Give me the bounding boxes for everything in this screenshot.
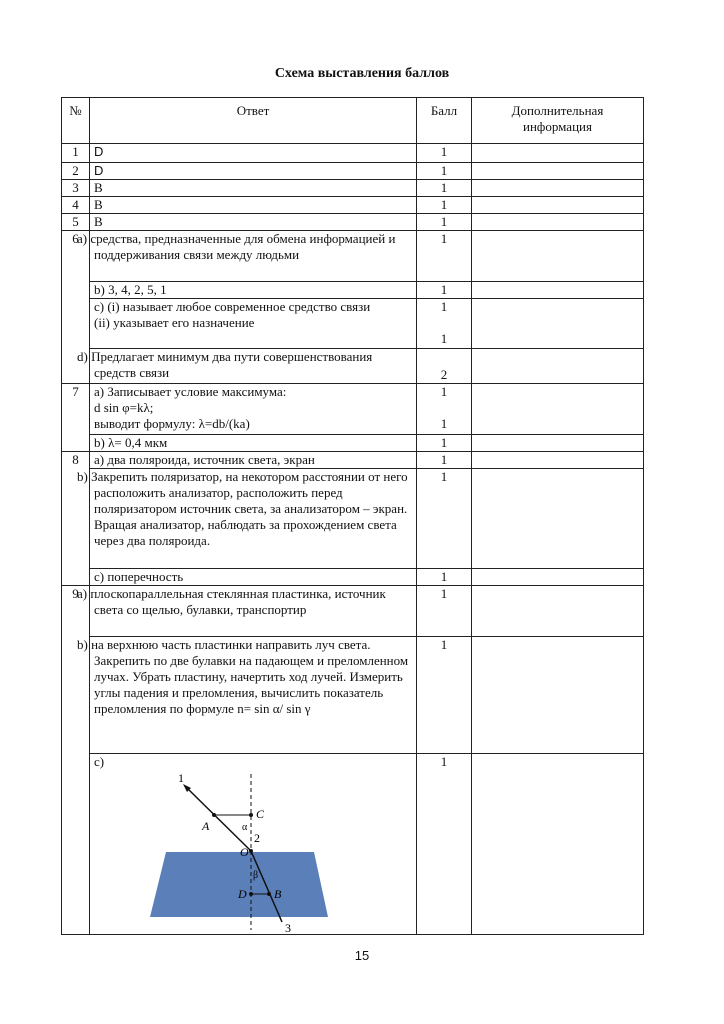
question-number: 4: [62, 197, 90, 214]
header-info: Дополнительная информация: [472, 98, 644, 144]
label-a: A: [202, 819, 210, 833]
info-cell: [472, 144, 644, 163]
answer-cell: а) средства, предназначенные для обмена информацией и поддерживания связи между людьми: [90, 231, 417, 282]
points-cell: 1: [417, 144, 472, 163]
answer-cell: B: [90, 197, 417, 214]
header-answer: Ответ: [90, 98, 417, 144]
points-cell: 1: [417, 180, 472, 197]
table-row: [62, 586, 644, 637]
glass-plate: [150, 852, 328, 917]
label-b: B: [274, 887, 282, 901]
question-number: 2: [62, 163, 90, 180]
header-points: Балл: [417, 98, 472, 144]
info-cell: [472, 637, 644, 754]
table-row: [62, 299, 644, 349]
points-cell: 1: [417, 282, 472, 299]
table-row: [62, 163, 644, 180]
header-number: №: [62, 98, 90, 144]
angle-beta: β: [253, 870, 259, 881]
label-ray-out: 3: [285, 921, 291, 932]
info-cell: [472, 384, 644, 435]
question-number: 3: [62, 180, 90, 197]
label-ray-in: 1: [178, 772, 184, 785]
points-cell: [417, 299, 472, 349]
points-cell: 1: [417, 452, 472, 469]
table-row: [62, 452, 644, 469]
points-cell: 1: [417, 469, 472, 569]
table-row: [62, 469, 644, 569]
table-row: [62, 214, 644, 231]
points-cell: [417, 384, 472, 435]
info-cell: [472, 586, 644, 637]
points-cell: 1: [417, 435, 472, 452]
scoring-table: [61, 97, 644, 935]
answer-cell: [90, 754, 417, 935]
info-cell: [472, 569, 644, 586]
table-row: [62, 754, 644, 935]
answer-cell: [90, 299, 417, 349]
answer-cell: B: [90, 214, 417, 231]
question-number: 8: [62, 452, 90, 586]
label-d: D: [238, 887, 247, 901]
points-cell: 1: [417, 754, 472, 935]
table-row: [62, 180, 644, 197]
info-cell: [472, 299, 644, 349]
table-row: [62, 197, 644, 214]
label-c: C: [256, 807, 265, 821]
table-row: [62, 637, 644, 754]
point-c: [249, 813, 253, 817]
points-cell: 1: [417, 197, 472, 214]
answer-line: выводит формулу: λ=db/(ka): [94, 416, 250, 431]
answer-cell: b) на верхнюю часть пластинки направить луч света. Закрепить по две булавки на падающем и преломленном лучах. Убрать пластину, начертить ход лучей. Измерить углы падения и преломления, вычислить показатель преломления по формуле n= sin α/ sin γ: [90, 637, 417, 754]
point-a: [212, 813, 216, 817]
answer-line: d sin φ=kλ;: [94, 400, 154, 415]
answer-label: c): [94, 754, 105, 769]
answer-cell: b) Закрепить поляризатор, на некотором расстоянии от него расположить анализатор, расположить перед поляризатором источник света, за анализатором – экран. Вращая анализатор, наблюдать за прохождением света через два поляроида.: [90, 469, 417, 569]
point-o: [249, 849, 253, 853]
points-cell: 2: [417, 349, 472, 384]
page-number: 15: [354, 948, 370, 963]
question-number: 6: [62, 231, 90, 384]
table-header-row: [62, 98, 644, 144]
refraction-diagram: [142, 772, 342, 932]
info-cell: [472, 163, 644, 180]
info-cell: [472, 197, 644, 214]
points-cell: 1: [417, 214, 472, 231]
answer-line: c) (i) называет любое современное средство связи: [94, 299, 371, 314]
table-row: [62, 384, 644, 435]
answer-cell: B: [90, 180, 417, 197]
page-title: Схема выставления баллов: [274, 66, 450, 81]
info-cell: [472, 469, 644, 569]
question-number: 9: [62, 586, 90, 935]
question-number: 7: [62, 384, 90, 452]
answer-cell: d) Предлагает минимум два пути совершенствования средств связи: [90, 349, 417, 384]
info-cell: [472, 282, 644, 299]
points-value: 1: [440, 384, 448, 399]
point-d: [249, 892, 253, 896]
points-value: 1: [440, 299, 448, 314]
question-number: 5: [62, 214, 90, 231]
answer-cell: b) 3, 4, 2, 5, 1: [90, 282, 417, 299]
table-row: [62, 569, 644, 586]
info-cell: [472, 214, 644, 231]
points-cell: 1: [417, 163, 472, 180]
answer-cell: с) поперечность: [90, 569, 417, 586]
points-cell: 1: [417, 586, 472, 637]
answer-cell: D: [90, 144, 417, 163]
point-b: [267, 892, 271, 896]
points-value: 1: [440, 416, 448, 431]
table-row: [62, 144, 644, 163]
incident-ray: [187, 788, 251, 851]
question-number: 1: [62, 144, 90, 163]
info-cell: [472, 754, 644, 935]
points-cell: 1: [417, 569, 472, 586]
answer-cell: b) λ= 0,4 мкм: [90, 435, 417, 452]
points-cell: 1: [417, 637, 472, 754]
answer-cell: а) два поляроида, источник света, экран: [90, 452, 417, 469]
answer-line: (ii) указывает его назначение: [94, 315, 255, 330]
label-ray-2: 2: [254, 831, 260, 845]
label-o: O: [240, 845, 249, 859]
info-cell: [472, 435, 644, 452]
table-row: [62, 231, 644, 282]
answer-line: а) Записывает условие максимума:: [94, 384, 287, 399]
table-row: [62, 435, 644, 452]
points-value: 1: [440, 331, 448, 346]
angle-alpha: α: [242, 822, 248, 833]
answer-cell: D: [90, 163, 417, 180]
info-cell: [472, 180, 644, 197]
answer-cell: а) плоскопараллельная стеклянная пластинка, источник света со щелью, булавки, транспортир: [90, 586, 417, 637]
answer-cell: [90, 384, 417, 435]
info-cell: [472, 349, 644, 384]
info-cell: [472, 231, 644, 282]
info-cell: [472, 452, 644, 469]
table-row: [62, 282, 644, 299]
table-row: [62, 349, 644, 384]
points-cell: 1: [417, 231, 472, 282]
